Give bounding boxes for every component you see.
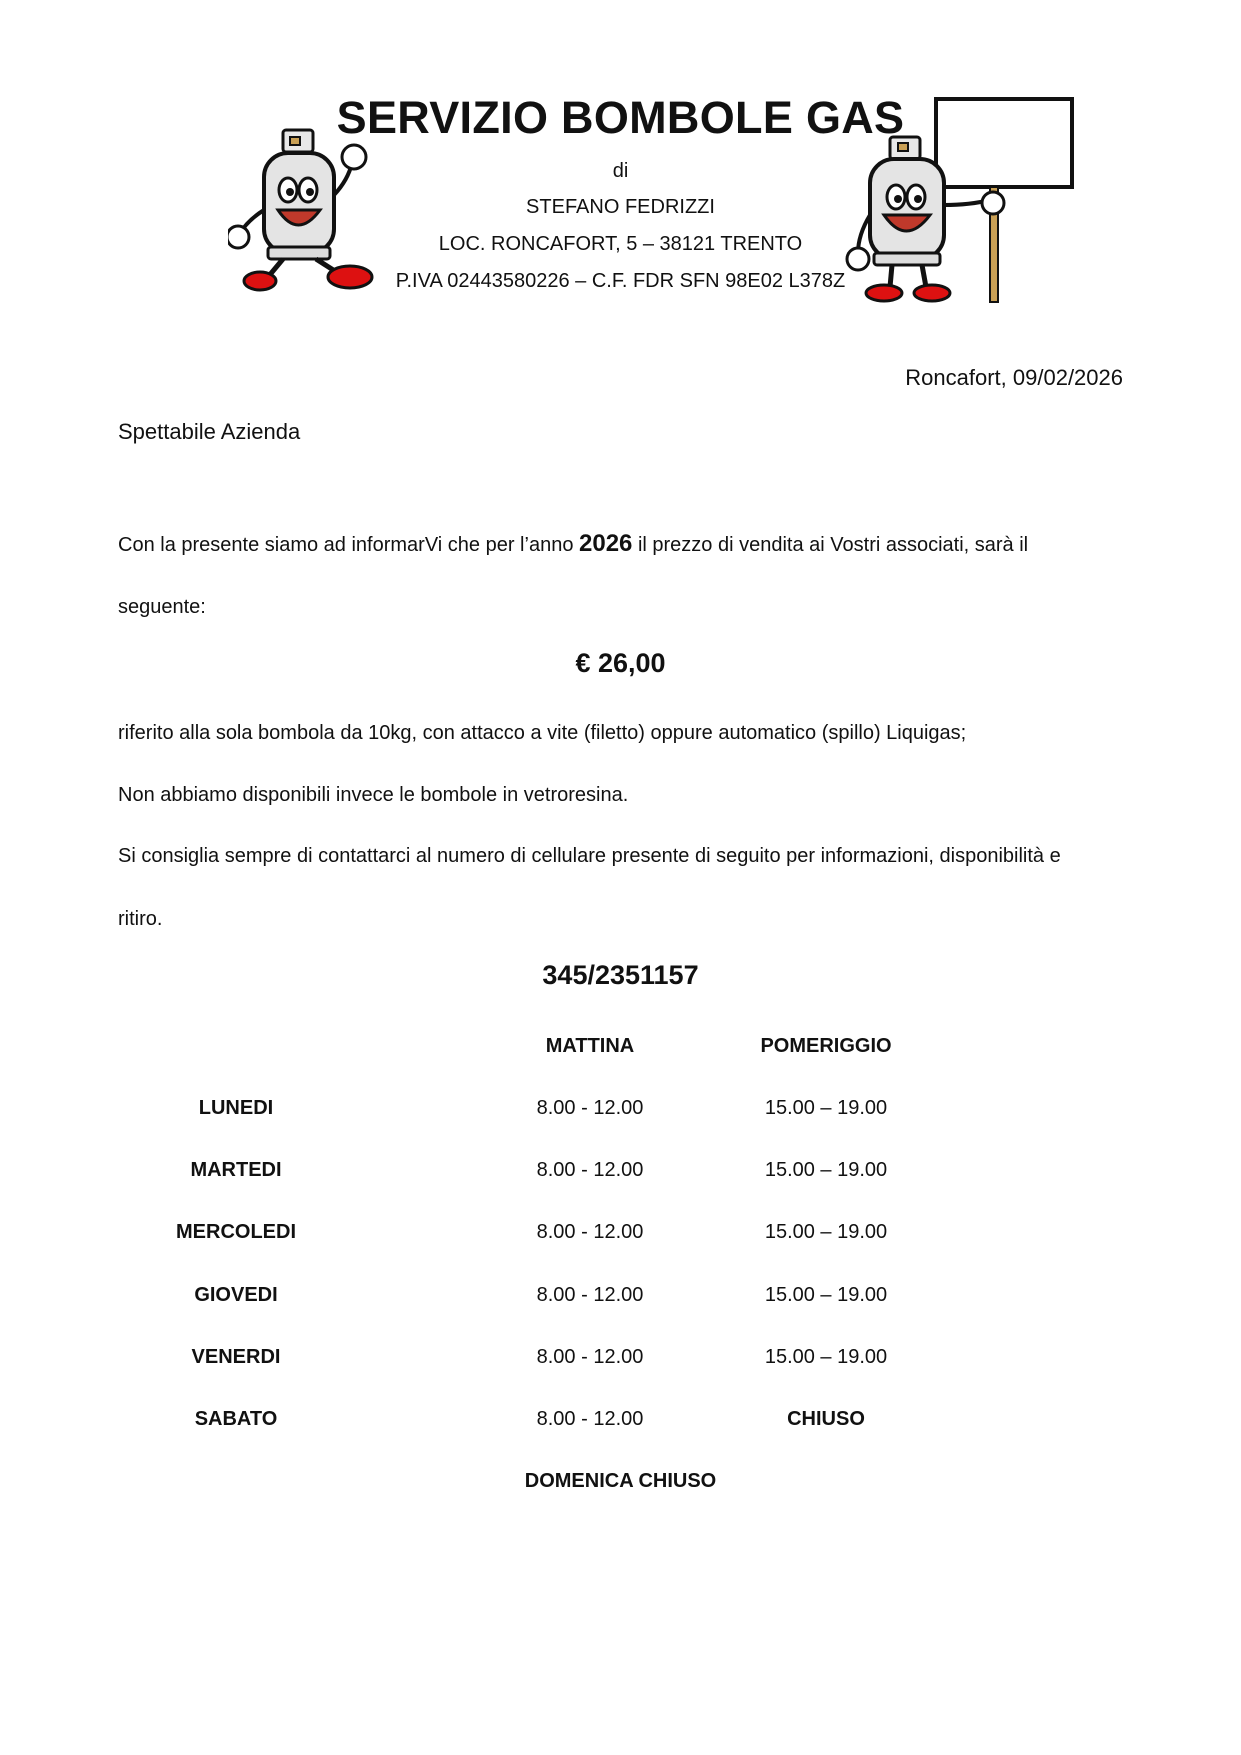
letterhead-di: di xyxy=(612,160,629,182)
letter-intro xyxy=(118,530,1028,558)
schedule-morning-hours: 8.00 - 12.00 xyxy=(536,1097,644,1119)
contact-advice: Si consiglia sempre di contattarci al numero di cellulare presente di seguito per informazioni, disponibilità e xyxy=(118,845,1061,867)
column-header-morning: MATTINA xyxy=(545,1035,635,1057)
letterhead-owner: STEFANO FEDRIZZI xyxy=(526,196,715,218)
schedule-day: GIOVEDI xyxy=(194,1284,278,1306)
product-description: riferito alla sola bombola da 10kg, con attacco a vite (filetto) oppure automatico (spillo) Liquigas; xyxy=(118,722,967,744)
price-year: 2026 xyxy=(579,530,633,557)
schedule-afternoon-hours: 15.00 – 19.00 xyxy=(764,1221,888,1243)
letterhead-title: SERVIZIO BOMBOLE GAS xyxy=(336,92,905,143)
schedule-day: LUNEDI xyxy=(198,1097,274,1119)
schedule-morning-hours: 8.00 - 12.00 xyxy=(536,1284,644,1306)
contact-advice-continued: ritiro. xyxy=(118,908,163,930)
column-header-afternoon: POMERIGGIO xyxy=(760,1035,892,1057)
schedule-day: SABATO xyxy=(194,1408,278,1430)
price: € 26,00 xyxy=(575,648,666,678)
letter-recipient: Spettabile Azienda xyxy=(118,419,301,444)
sunday-closed: DOMENICA CHIUSO xyxy=(524,1470,717,1492)
schedule-day: VENERDI xyxy=(191,1346,281,1368)
schedule-afternoon-hours: 15.00 – 19.00 xyxy=(764,1159,888,1181)
schedule-morning-hours: 8.00 - 12.00 xyxy=(536,1159,644,1181)
schedule-afternoon-hours: 15.00 – 19.00 xyxy=(764,1346,888,1368)
schedule-afternoon-hours: 15.00 – 19.00 xyxy=(764,1284,888,1306)
intro-text-after: il prezzo di vendita ai Vostri associati, sarà il xyxy=(632,534,1029,556)
phone-number: 345/2351157 xyxy=(542,960,699,990)
letterhead-tax-ids: P.IVA 02443580226 – C.F. FDR SFN 98E02 L378Z xyxy=(395,270,846,292)
unavailable-note: Non abbiamo disponibili invece le bombole in vetroresina. xyxy=(118,784,629,806)
letter-intro-continued: seguente: xyxy=(118,596,206,618)
intro-text-before: Con la presente siamo ad informarVi che per l’anno xyxy=(118,534,579,556)
schedule-morning-hours: 8.00 - 12.00 xyxy=(536,1346,644,1368)
schedule-morning-hours: 8.00 - 12.00 xyxy=(536,1221,644,1243)
schedule-afternoon-closed: CHIUSO xyxy=(787,1408,865,1430)
schedule-day: MERCOLEDI xyxy=(176,1221,296,1243)
schedule-morning-hours: 8.00 - 12.00 xyxy=(536,1408,644,1430)
schedule-day: MARTEDI xyxy=(190,1159,282,1181)
letterhead-address: LOC. RONCAFORT, 5 – 38121 TRENTO xyxy=(438,233,803,255)
letter-date: Roncafort, 09/02/2026 xyxy=(905,365,1123,390)
schedule-afternoon-hours: 15.00 – 19.00 xyxy=(764,1097,888,1119)
